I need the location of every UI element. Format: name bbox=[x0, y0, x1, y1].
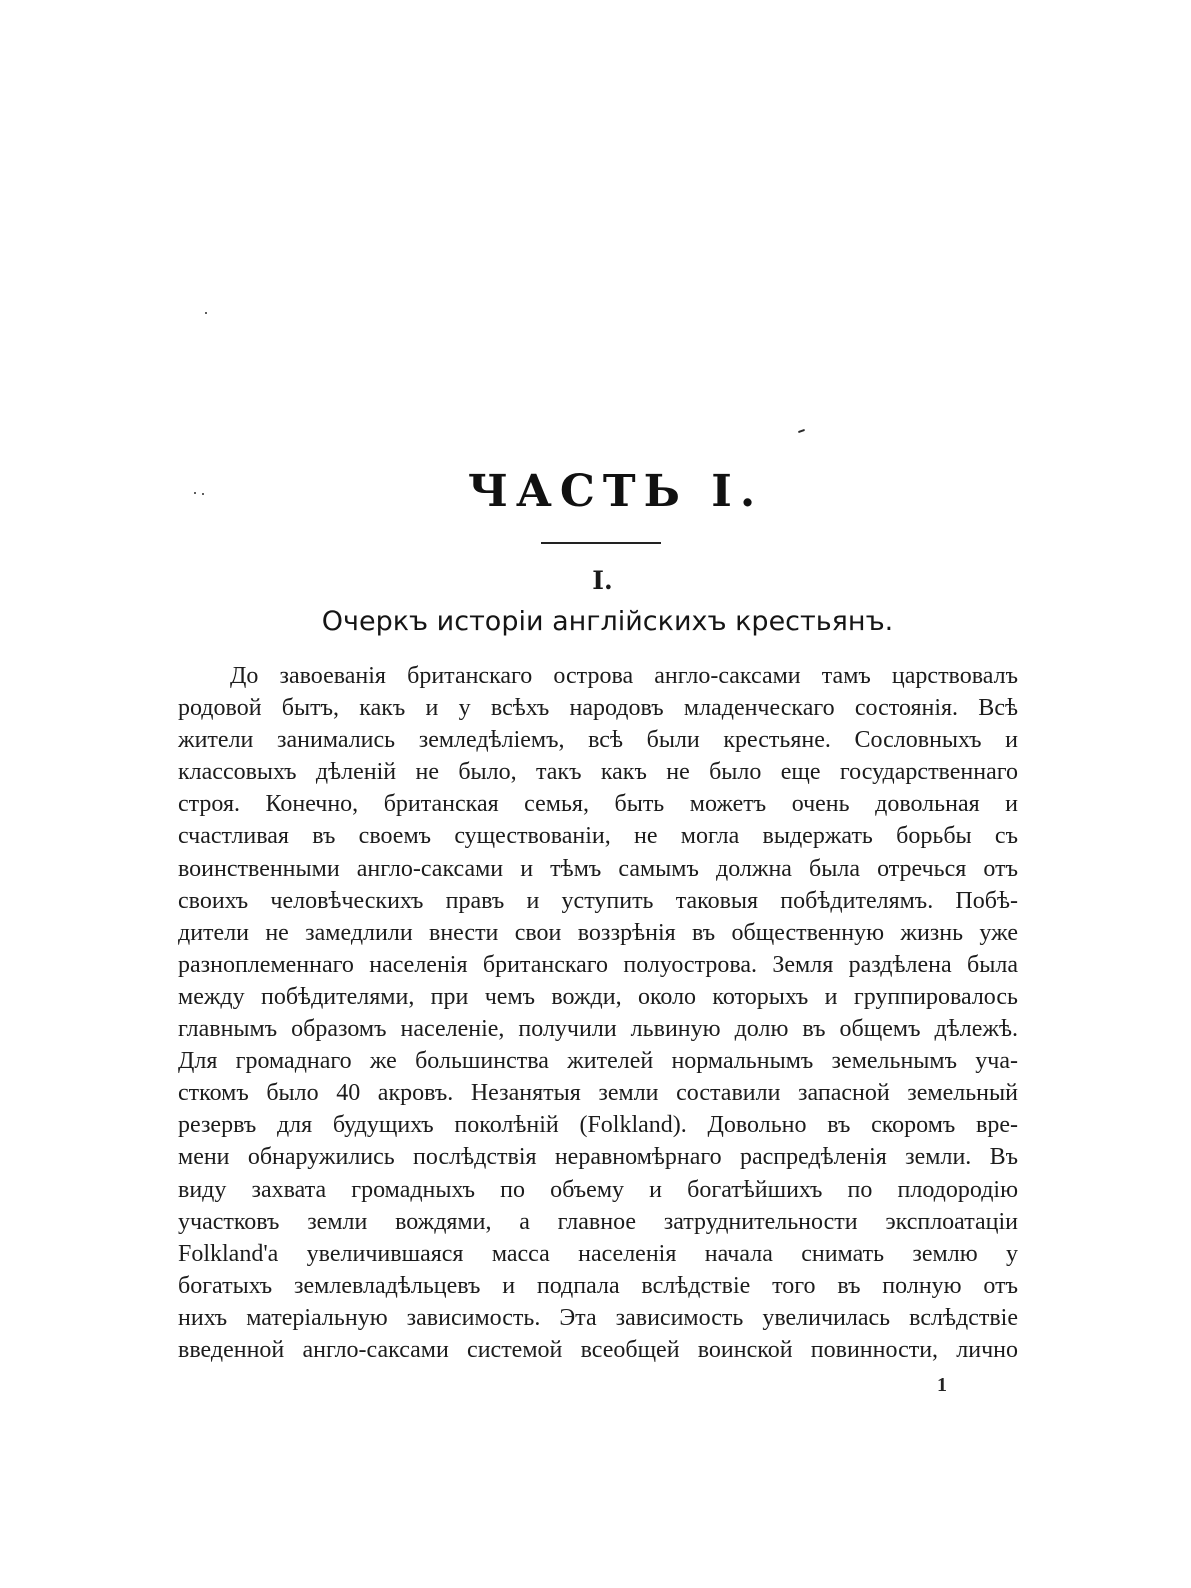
text-line: главнымъ образомъ населеніе, получили львиную долю въ общемъ дѣлежѣ. bbox=[178, 1016, 1018, 1043]
part-title: ЧАСТЬ I. bbox=[467, 466, 764, 517]
text-line: богатыхъ землевладѣльцевъ и подпала вслѣдствіе того въ полную отъ bbox=[178, 1272, 1018, 1299]
text-line: между побѣдителями, при чемъ вожди, около которыхъ и группировалось bbox=[178, 983, 1018, 1010]
text-line: введенной англо-саксами системой всеобщей воинской повинности, лично bbox=[178, 1336, 1018, 1363]
text-line: воинственными англо-саксами и тѣмъ самымъ должна была отречься отъ bbox=[178, 855, 1018, 882]
text-line: своихъ человѣческихъ правъ и уступить таковыя побѣдителямъ. Побѣ- bbox=[178, 887, 1018, 914]
title-divider bbox=[541, 542, 661, 544]
chapter-title: Очеркъ исторіи англійскихъ крестьянъ. bbox=[321, 606, 894, 637]
text-line: участковъ земли вождями, а главное затруднительности эксплоатаціи bbox=[178, 1208, 1018, 1235]
text-line: родовой бытъ, какъ и у всѣхъ народовъ младенческаго состоянія. Всѣ bbox=[178, 695, 1018, 722]
text-line: разноплеменнаго населенія британскаго полуострова. Земля раздѣлена была bbox=[178, 951, 1018, 978]
text-line: строя. Конечно, британская семья, быть можетъ очень довольная и bbox=[178, 791, 1018, 818]
scan-speck bbox=[798, 429, 805, 433]
text-line: сткомъ было 40 акровъ. Незанятыя земли составили запасной земельный bbox=[178, 1080, 1018, 1107]
text-line: классовыхъ дѣленій не было, такъ какъ не было еще государственнаго bbox=[178, 759, 1018, 786]
text-line: счастливая въ своемъ существованіи, не могла выдержать борьбы съ bbox=[178, 823, 1018, 850]
text-line: виду захвата громадныхъ по объему и богатѣйшихъ по плодородію bbox=[178, 1176, 1018, 1203]
text-line: мени обнаружились послѣдствія неравномѣрнаго распредѣленія земли. Въ bbox=[178, 1144, 1018, 1171]
text-line: жители занимались земледѣліемъ, всѣ были крестьяне. Сословныхъ и bbox=[178, 727, 1018, 754]
text-line: Folkland'а увеличившаяся масса населенія начала снимать землю у bbox=[178, 1240, 1018, 1267]
text-line: Для громаднаго же большинства жителей нормальнымъ земельнымъ уча- bbox=[178, 1048, 1018, 1075]
scan-speck bbox=[205, 312, 207, 314]
chapter-number: I. bbox=[592, 566, 613, 595]
text-line: До завоеванія британскаго острова англо-саксами тамъ царствовалъ bbox=[230, 663, 1018, 689]
text-line: резервъ для будущихъ поколѣній (Folkland). Довольно въ скоромъ вре- bbox=[178, 1112, 1018, 1139]
body-paragraph bbox=[178, 660, 1018, 1366]
text-line: нихъ матеріальную зависимость. Эта зависимость увеличилась вслѣдствіе bbox=[178, 1304, 1018, 1331]
text-line: дители не замедлили внести свои воззрѣнія въ общественную жизнь уже bbox=[178, 919, 1018, 946]
signature-mark: 1 bbox=[937, 1374, 947, 1396]
